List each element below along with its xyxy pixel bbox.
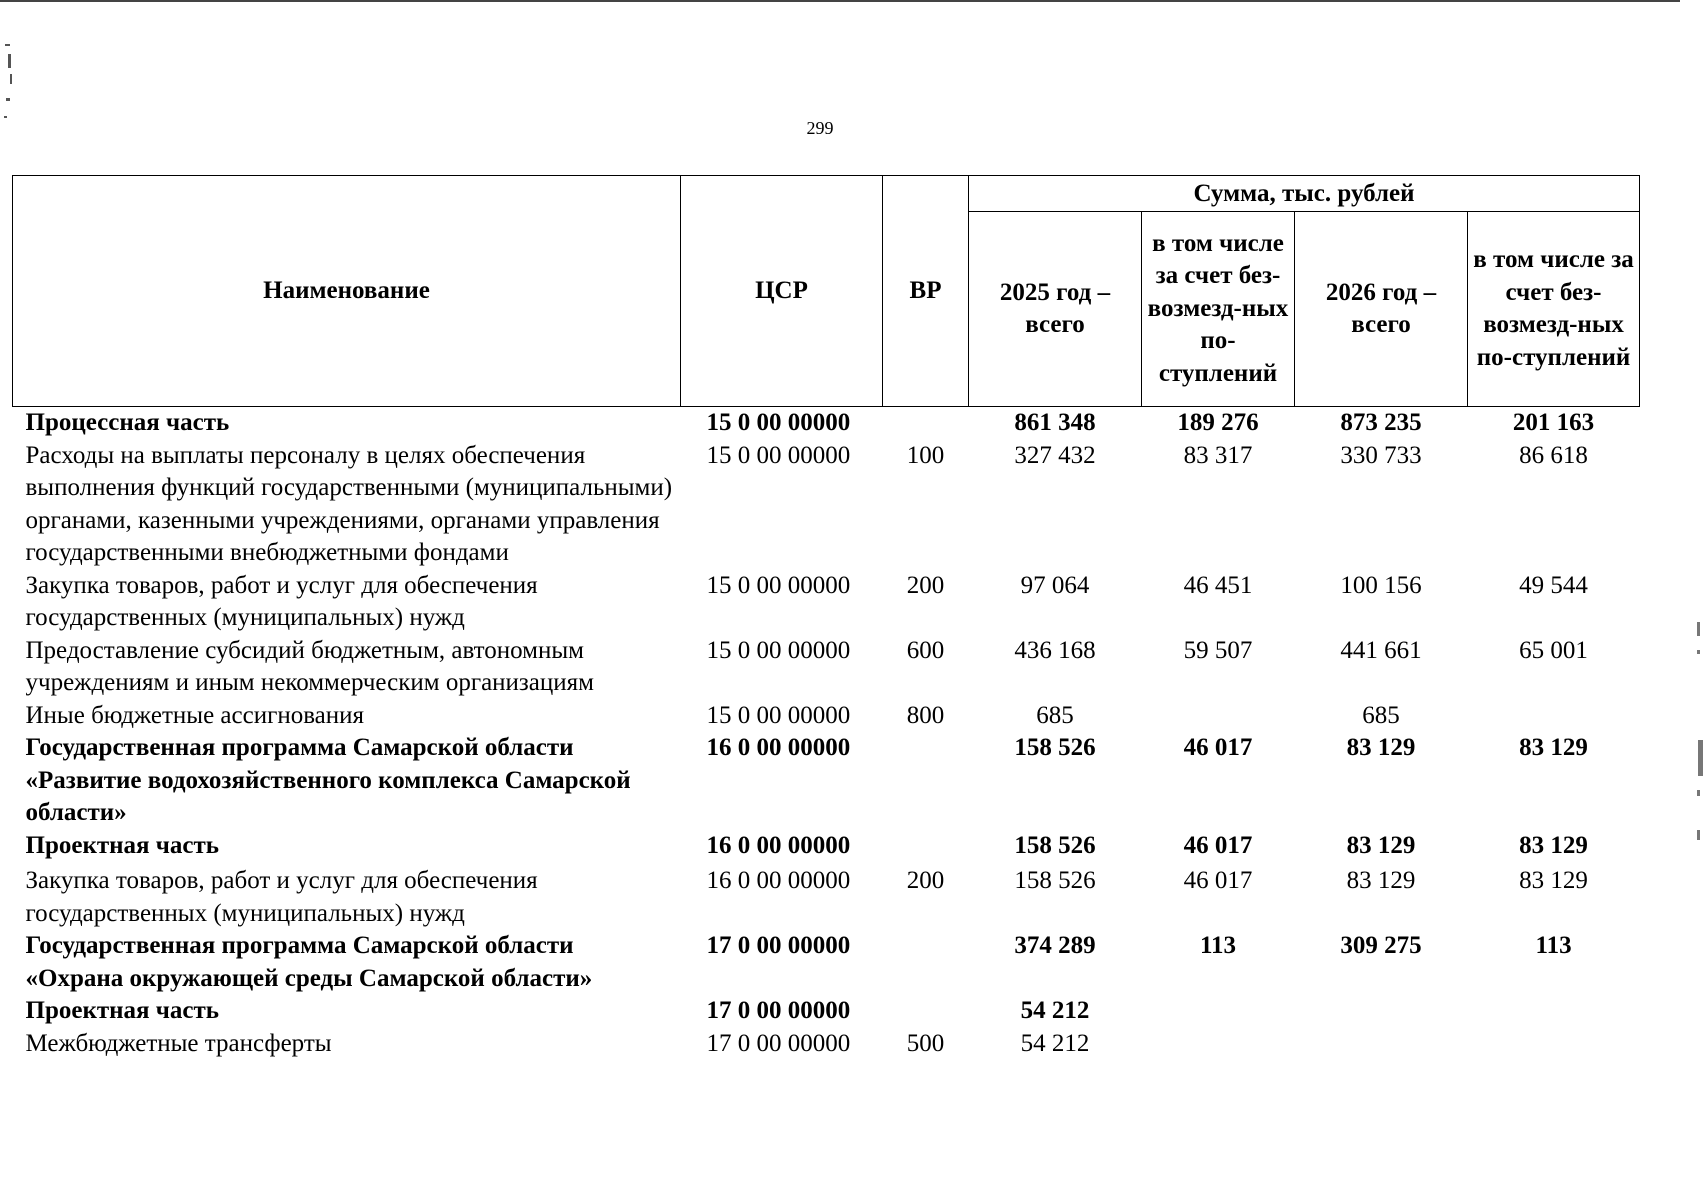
row-name: Расходы на выплаты персоналу в целях обеспечения выполнения функций государственными (муниципальными) органами, казенными учреждениями, органами управления государственными внебюджетными фондами	[25, 441, 673, 566]
row-2026-total: 685	[1362, 701, 1400, 729]
row-2025-total: 158 526	[1014, 734, 1096, 761]
row-2026-free: 113	[1535, 932, 1572, 959]
budget-table	[12, 175, 1640, 1060]
header-csr: ЦСР	[681, 176, 883, 407]
scan-specks	[2, 40, 16, 130]
row-2025-total: 158 526	[1014, 867, 1096, 894]
row-2025-free	[1142, 995, 1295, 1028]
row-name: Проектная часть	[25, 831, 220, 859]
row-2026-total: 873 235	[1340, 409, 1422, 436]
row-vr	[883, 407, 969, 440]
row-2025-free: 46 017	[1183, 867, 1253, 894]
row-csr: 17 0 00 00000	[706, 997, 851, 1024]
row-2025-free: 46 451	[1183, 571, 1253, 599]
row-csr: 15 0 00 00000	[706, 701, 851, 729]
header-name: Наименование	[13, 176, 681, 407]
table-row	[13, 862, 1640, 930]
row-2025-total: 685	[1036, 701, 1074, 729]
table-row	[13, 995, 1640, 1028]
row-2025-total: 374 289	[1014, 932, 1096, 959]
row-2025-free: 46 017	[1183, 831, 1253, 859]
row-2026-total: 83 129	[1346, 867, 1416, 894]
row-2026-total: 441 661	[1340, 636, 1422, 664]
row-name: Государственная программа Самарской области «Охрана окружающей среды Самарской области»	[25, 932, 593, 992]
row-2026-free	[1468, 1028, 1640, 1061]
table-row	[13, 830, 1640, 863]
row-2026-free: 49 544	[1519, 571, 1588, 599]
row-2025-free: 59 507	[1183, 636, 1253, 664]
header-2025-free: в том числе за счет без-возмезд-ных по-ступлений	[1142, 212, 1295, 407]
row-2026-total: 83 129	[1346, 831, 1416, 859]
row-2025-total: 54 212	[1020, 1029, 1090, 1057]
row-name: Процессная часть	[25, 409, 230, 436]
header-2025-total: 2025 год – всего	[969, 212, 1142, 407]
row-csr: 15 0 00 00000	[706, 636, 851, 664]
row-2025-free: 113	[1199, 932, 1237, 959]
row-name: Закупка товаров, работ и услуг для обеспечения государственных (муниципальных) нужд	[25, 571, 538, 631]
row-2026-free: 86 618	[1519, 441, 1588, 469]
row-vr	[883, 930, 969, 995]
row-2026-total: 330 733	[1340, 441, 1422, 469]
row-2025-total: 861 348	[1014, 409, 1096, 436]
row-2026-total: 100 156	[1340, 571, 1422, 599]
header-2026-free: в том числе за счет без-возмезд-ных по-ступлений	[1468, 212, 1640, 407]
row-2025-total: 54 212	[1020, 997, 1090, 1024]
row-csr: 15 0 00 00000	[706, 409, 851, 436]
table-row	[13, 732, 1640, 830]
row-vr: 200	[906, 867, 945, 894]
row-vr: 500	[906, 1029, 945, 1057]
table-row	[13, 1028, 1640, 1061]
table-row	[13, 407, 1640, 440]
row-2026-total: 83 129	[1346, 734, 1416, 761]
scan-edge-noise	[1697, 620, 1705, 860]
row-2026-total	[1295, 1028, 1468, 1061]
row-vr: 800	[906, 701, 945, 729]
header-vr: ВР	[883, 176, 969, 407]
row-csr: 17 0 00 00000	[706, 1029, 851, 1057]
row-name: Проектная часть	[25, 997, 220, 1024]
row-2025-free	[1142, 1028, 1295, 1061]
table-row	[13, 440, 1640, 570]
header-sum-group: Сумма, тыс. рублей	[969, 176, 1640, 212]
row-csr: 16 0 00 00000	[706, 734, 851, 761]
row-name: Государственная программа Самарской области «Развитие водохозяйственного комплекса Самарской области»	[25, 734, 631, 826]
row-2025-free: 46 017	[1183, 734, 1253, 761]
row-2025-free: 189 276	[1177, 409, 1259, 436]
table-row	[13, 930, 1640, 995]
row-2026-free: 83 129	[1519, 867, 1588, 894]
row-csr: 17 0 00 00000	[706, 932, 851, 959]
row-2025-free	[1142, 700, 1295, 733]
table-row	[13, 570, 1640, 635]
row-2025-total: 158 526	[1014, 831, 1096, 859]
row-vr: 100	[906, 441, 945, 469]
row-vr	[883, 830, 969, 863]
row-vr: 600	[906, 636, 945, 664]
row-2026-free: 65 001	[1519, 636, 1588, 664]
scan-top-rule	[0, 0, 1680, 2]
row-name: Межбюджетные трансферты	[25, 1029, 332, 1057]
header-2026-total: 2026 год – всего	[1295, 212, 1468, 407]
row-2025-free: 83 317	[1183, 441, 1253, 469]
row-2026-total	[1295, 995, 1468, 1028]
row-2026-free: 83 129	[1519, 734, 1588, 761]
row-2026-free	[1468, 995, 1640, 1028]
row-vr	[883, 995, 969, 1028]
row-2026-free	[1468, 700, 1640, 733]
row-vr: 200	[906, 571, 945, 599]
row-name: Предоставление субсидий бюджетным, автономным учреждениям и иным некоммерческим организациям	[25, 636, 594, 696]
row-csr: 16 0 00 00000	[706, 831, 851, 859]
row-csr: 15 0 00 00000	[706, 441, 851, 469]
row-2025-total: 436 168	[1014, 636, 1096, 664]
row-name: Иные бюджетные ассигнования	[25, 701, 365, 729]
row-2025-total: 97 064	[1020, 571, 1090, 599]
page-number: 299	[806, 118, 834, 138]
row-csr: 15 0 00 00000	[706, 571, 851, 599]
table-row	[13, 635, 1640, 700]
row-csr: 16 0 00 00000	[706, 867, 851, 894]
row-2026-free: 83 129	[1519, 831, 1588, 859]
row-name: Закупка товаров, работ и услуг для обеспечения государственных (муниципальных) нужд	[25, 867, 538, 927]
row-2025-total: 327 432	[1014, 441, 1096, 469]
row-vr	[883, 732, 969, 830]
table-row	[13, 700, 1640, 733]
row-2026-free: 201 163	[1512, 409, 1595, 436]
row-2026-total: 309 275	[1340, 932, 1422, 959]
